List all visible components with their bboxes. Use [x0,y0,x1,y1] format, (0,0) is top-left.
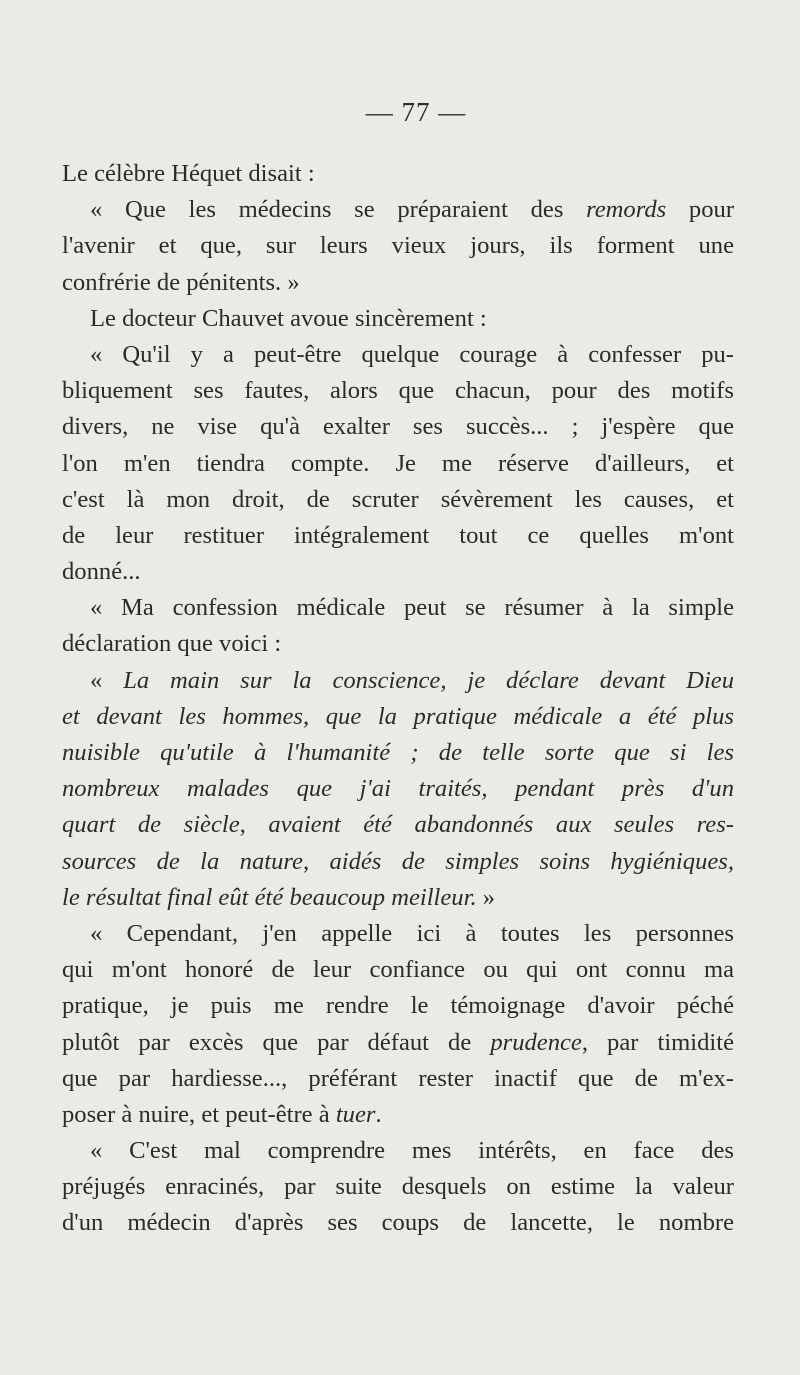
text-line [62,518,734,554]
text-run: « Ma confession médicale peut se résumer à la simple [90,594,734,622]
text-run: préjugés enracinés, par suite desquels on estime la valeur [62,1173,734,1201]
text-run: donné... [62,558,141,586]
italic-text-run: prudence [490,1028,582,1056]
text-run: Le célèbre Héquet disait : [62,160,315,187]
text-run: pratique, je puis me rendre le témoignage d'avoir péché [62,992,734,1020]
text-run: que par hardiesse..., préférant rester inactif que de m'ex- [62,1064,734,1092]
text-run: . [375,1100,382,1128]
text-run: « Cependant, j'en appelle ici à toutes les personnes [90,919,734,947]
italic-text-run: La main sur la conscience, je déclare devant Dieu [123,666,734,694]
text-run: « Qu'il y a peut-être quelque courage à confesser pu- [90,340,734,368]
text-line [62,844,734,880]
text-run: « [90,666,124,694]
text-line [62,916,734,952]
text-line [62,663,734,699]
text-line [62,952,734,988]
text-line [62,301,734,337]
text-run: bliquement ses fautes, alors que chacun, pour des motifs [62,377,734,405]
text-run: pour [666,196,735,224]
text-run: l'on m'en tiendra compte. Je me réserve d'ailleurs, et [62,449,734,477]
text-line [62,880,734,916]
text-line [62,265,734,301]
text-line [62,626,734,662]
italic-text-run: et devant les hommes, que la pratique médicale a été plus [62,702,734,730]
text-run: confrérie de pénitents. » [62,268,300,296]
page-number: — 77 — [365,97,467,127]
body-text [62,156,734,1242]
italic-text-run: le résultat final eût été beaucoup meilleur. [62,883,477,911]
italic-text-run: tuer [335,1100,376,1128]
text-line [62,590,734,626]
text-line [62,735,734,771]
text-line [62,192,734,228]
text-line [62,373,734,409]
text-run: » [476,883,496,911]
text-line [62,156,734,192]
text-line [62,699,734,735]
text-run: Le docteur Chauvet avoue sincèrement : [90,304,487,332]
text-line [62,1025,734,1061]
text-run: c'est là mon droit, de scruter sévèrement les causes, et [62,485,734,513]
text-run: de leur restituer intégralement tout ce quelles m'ont [62,521,734,549]
text-line [62,482,734,518]
text-line [62,228,734,264]
text-line [62,1061,734,1097]
italic-text-run: nuisible qu'utile à l'humanité ; de telle sorte que si les [62,739,734,766]
text-line [62,1133,734,1169]
text-line [62,988,734,1024]
text-line [62,1097,734,1133]
text-run: l'avenir et que, sur leurs vieux jours, ils forment une [62,232,734,260]
text-run: d'un médecin d'après ses coups de lancette, le nombre [62,1209,734,1237]
text-line [62,554,734,590]
text-run: « C'est mal comprendre mes intérêts, en face des [90,1137,734,1165]
text-run: divers, ne vise qu'à exalter ses succès... ; j'espère que [62,413,734,441]
italic-text-run: quart de siècle, avaient été abandonnés aux seules res- [62,811,734,839]
text-run: , par timidité [581,1028,734,1056]
text-run: déclaration que voici : [62,630,282,658]
text-line [62,337,734,373]
text-line [62,1205,734,1241]
text-line [62,771,734,807]
italic-text-run: nombreux malades que j'ai traités, pendant près d'un [62,775,734,803]
text-line [62,1169,734,1205]
text-run: « Que les médecins se préparaient des [90,196,587,224]
text-line [62,409,734,445]
italic-text-run: sources de la nature, aidés de simples soins hygiéniques, [62,847,734,875]
text-line [62,446,734,482]
text-run: plutôt par excès que par défaut de [62,1028,491,1056]
text-run: poser à nuire, et peut-être à [62,1100,336,1128]
text-run: qui m'ont honoré de leur confiance ou qui ont connu ma [62,956,734,984]
text-line [62,807,734,843]
italic-text-run: remords [586,196,667,224]
